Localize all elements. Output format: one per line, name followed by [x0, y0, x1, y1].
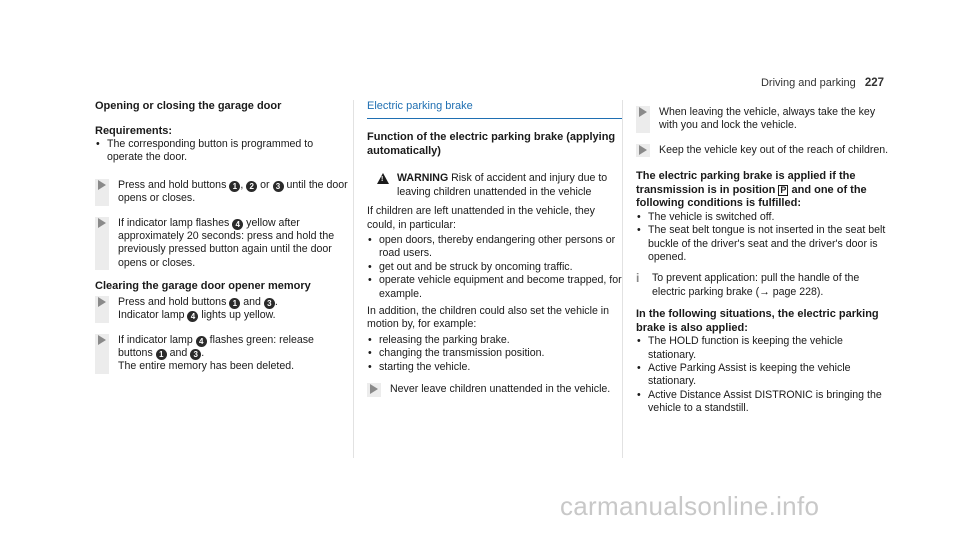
requirements-label: Requirements:: [95, 124, 173, 137]
warning-list-2: [367, 334, 623, 374]
step-bar: [95, 296, 109, 323]
section-name: Driving and parking: [760, 77, 856, 89]
step-arrow-icon: [98, 335, 106, 345]
column-garage-door: [95, 100, 350, 374]
list-item: • The seat belt tongue is not inserted in the seat belt buckle of the driver's seat and the driver's door is opened.: [636, 224, 891, 264]
text: The entire memory has been deleted.: [118, 360, 295, 373]
text: Press and hold buttons: [118, 178, 230, 191]
callout-4-icon: 4: [196, 336, 207, 347]
list-item: • changing the transmission position.: [367, 347, 623, 360]
info-note: [636, 272, 891, 299]
callout-3-icon: 3: [264, 298, 275, 309]
text: ,: [240, 178, 247, 191]
page-number: 227: [864, 77, 884, 89]
page-header: [761, 77, 884, 90]
column-divider: [622, 100, 623, 458]
watermark: carmanualsonline.info: [560, 491, 820, 521]
text: .: [274, 295, 278, 308]
warning-text-wrap: [397, 172, 623, 199]
text: or: [257, 178, 273, 191]
step-bar: [636, 144, 650, 157]
step-arrow-icon: [370, 384, 378, 394]
step-bar: [95, 334, 109, 374]
list-item: • Active Distance Assist DISTRONIC is bringing the vehicle to a standstill.: [636, 389, 891, 416]
callout-4-icon: 4: [187, 311, 198, 322]
heading-clearing-memory: Clearing the garage door opener memory: [95, 280, 311, 293]
step-press-buttons: [95, 179, 350, 206]
step-text: [109, 217, 350, 271]
text: and one of the following conditions is fulfilled:: [636, 183, 867, 210]
heading-applied-conditions: [636, 170, 891, 211]
heading-function: Function of the electric parking brake (applying automatically): [367, 131, 616, 157]
text: Indicator lamp: [118, 309, 188, 322]
step-indicator-flashes: [95, 217, 350, 271]
list-item: • The HOLD function is keeping the vehicle stationary.: [636, 335, 891, 362]
step-keep-key: [636, 144, 891, 157]
warning-label: WARNING: [397, 172, 449, 185]
step-take-key: [636, 106, 891, 133]
text: flashes green: release buttons: [118, 333, 314, 359]
warning-list-1: [367, 234, 623, 301]
step-bar: [636, 106, 650, 133]
list-item: • starting the vehicle.: [367, 361, 623, 374]
step-text: Keep the vehicle key out of the reach of children.: [659, 143, 889, 156]
step-never-leave: [367, 383, 623, 396]
list-item: • get out and be struck by oncoming traffic.: [367, 261, 623, 274]
section-title-parking-brake: Electric parking brake: [367, 100, 623, 119]
info-icon: i: [636, 271, 640, 286]
list-item: • Active Parking Assist is keeping the vehicle stationary.: [636, 362, 891, 389]
warning-triangle-icon: !: [377, 173, 389, 184]
park-position-icon: P: [780, 184, 787, 195]
step-arrow-icon: [98, 218, 106, 228]
text: Press and hold buttons: [118, 295, 230, 308]
text: If indicator lamp: [118, 333, 196, 346]
text: The electric parking brake is applied if the transmission is in position: [636, 170, 856, 196]
warning-box: [367, 172, 623, 396]
step-bar: [95, 217, 109, 271]
callout-4-icon: 4: [232, 219, 243, 230]
warning-body: [367, 172, 623, 396]
warning-para-2: In addition, the children could also set the vehicle in motion by, for example:: [367, 305, 610, 331]
text: If indicator lamp flashes: [118, 216, 233, 229]
text: .: [201, 346, 205, 359]
step-text: [109, 334, 350, 374]
step-clear-release: [95, 334, 350, 374]
step-text: Never leave children unattended in the vehicle.: [390, 383, 611, 396]
text: until the door opens or closes.: [118, 178, 348, 205]
step-text: [109, 296, 278, 323]
step-bar: [95, 179, 109, 206]
step-clear-press: [95, 296, 350, 323]
callout-1-icon: 1: [229, 181, 240, 192]
column-parking-brake: [367, 100, 623, 397]
step-text: [109, 179, 350, 206]
list-item: • The vehicle is switched off.: [636, 211, 891, 224]
column-divider: [353, 100, 354, 458]
info-text: To prevent application: pull the handle of the electric parking brake (→ page 228).: [652, 272, 860, 298]
callout-1-icon: 1: [229, 298, 240, 309]
step-text: When leaving the vehicle, always take the key with you and lock the vehicle.: [659, 106, 876, 132]
heading-situations: In the following situations, the electric parking brake is also applied:: [636, 308, 879, 334]
callout-3-icon: 3: [273, 181, 284, 192]
warning-title: [367, 172, 623, 199]
text: lights up yellow.: [198, 309, 276, 322]
text: and: [166, 346, 191, 359]
text: and: [240, 295, 264, 308]
text: yellow after approximately 20 seconds: press and hold the previously pressed button again until the door opens or closes.: [118, 216, 335, 269]
warning-para-1: If children are left unattended in the vehicle, they could, in particular:: [367, 205, 595, 231]
column-parking-brake-cont: [636, 100, 891, 416]
list-item: • open doors, thereby endangering other persons or road users.: [367, 234, 623, 261]
callout-3-icon: 3: [190, 349, 201, 360]
requirement-item: • The corresponding button is programmed to operate the door.: [95, 138, 350, 165]
step-arrow-icon: [639, 107, 647, 117]
step-arrow-icon: [98, 297, 106, 307]
callout-1-icon: 1: [156, 349, 167, 360]
list-item: • releasing the parking brake.: [367, 334, 623, 347]
list-item: • operate vehicle equipment and become trapped, for example.: [367, 274, 623, 301]
warning-text: Risk of accident and injury due to leaving children unattended in the vehicle: [397, 172, 608, 198]
callout-2-icon: 2: [246, 181, 257, 192]
heading-garage-door: Opening or closing the garage door: [95, 100, 282, 112]
step-bar: [367, 383, 381, 396]
step-arrow-icon: [639, 145, 647, 155]
step-arrow-icon: [98, 180, 106, 190]
